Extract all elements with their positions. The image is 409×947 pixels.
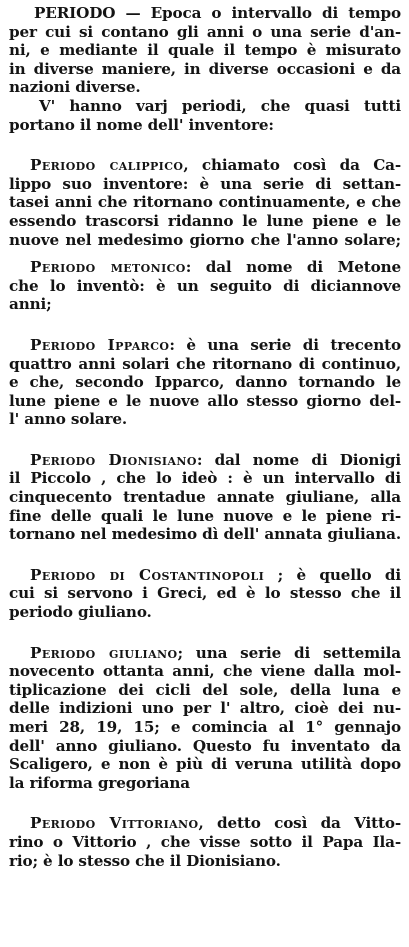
text-line: essendo trascorsi ridanno le lune piene e le [9,211,401,230]
paragraph-giuliano [9,644,401,793]
text-line: portano il nome dell' inventore: [9,115,274,134]
text-line: per cui si contano gli anni o una serie d'an- [9,22,401,41]
text-line: tornano nel medesimo dì dell' annata giuliana. [9,525,401,544]
paragraph-vittoriano [9,814,401,870]
paragraph-costantinopoli [9,566,401,622]
text-line: in diverse maniere, in diverse occasioni e da [9,59,401,78]
text-line: Scaligero, e non è più di veruna utilità dopo [9,755,401,774]
text-line: la riforma gregoriana [9,773,190,792]
entry-heading: Periodo calippico [30,156,184,175]
paragraph-calippico [9,156,401,249]
text-line: rino o Vittorio , che visse sotto il Papa Ila- [9,832,401,851]
text-line: fine delle quali le lune nuove e le piene ri- [9,506,401,525]
text-line: periodo giuliano. [9,603,152,622]
text-line: : è una serie di trecento [169,335,401,354]
text-line: e che, secondo Ipparco, danno tornando le [9,373,401,392]
text-line: lune piene e le nuove allo stesso giorno del- [9,391,401,410]
text-line: nazioni diverse. [9,78,141,97]
text-line: PERIODO — Epoca o intervallo di tempo [34,4,401,22]
text-line: ni, e mediante il quale il tempo è misurato [9,41,401,60]
paragraph-intro2 [9,97,401,134]
text-line: : dal nome di Metone [185,258,401,277]
text-line: anni; [9,295,52,314]
entry-heading: Periodo Ipparco [30,335,170,354]
entry-heading: Periodo metonico [30,258,186,277]
text-line: cinquecento trentadue annate giuliane, alla [9,488,401,507]
paragraph-ipparco [9,336,401,429]
paragraph-dionisiano [9,451,401,544]
text-line: ; è quello di [264,565,402,584]
text-line: , chiamato così da Ca- [183,156,402,175]
text-line: V' hanno varj periodi, che quasi tutti [39,96,401,115]
text-line: l' anno solare. [9,410,128,429]
entry-heading: Periodo Vittoriano [30,814,199,833]
entry-heading: Periodo giuliano [30,643,178,662]
text-line: delle indizioni uno per l' altro, cioè dei nu- [9,699,401,718]
text-line: lippo suo inventore: è una serie di settan- [9,174,401,193]
text-line: , detto così da Vitto- [198,814,401,833]
text-line: : dal nome di Dionigi [196,450,401,469]
text-line: rio; è lo stesso che il Dionisiano. [9,851,281,870]
text-line: dell' anno giuliano. Questo fu inventato da [9,736,401,755]
entry-heading: Periodo Dionisiano [30,450,197,469]
entry-heading: Periodo di Costantinopoli [30,565,265,584]
text-line: meri 28, 19, 15; e comincia al 1° gennajo [9,718,401,736]
text-line: tasei anni che ritornano continuamente, e che [9,193,401,212]
text-line: quattro anni solari che ritornano di continuo, [9,354,401,373]
text-line: cui si servono i Greci, ed è lo stesso che il [9,584,401,603]
paragraph-intro [9,4,401,97]
text-line: ; una serie di settemila [177,643,401,662]
text-line: che lo inventò: è un seguito di diciannove [9,276,401,295]
text-line: nuove nel medesimo giorno che l'anno solare; [9,230,401,249]
paragraph-metonico [9,258,401,314]
text-line: tiplicazione dei cicli del sole, della luna e [9,680,401,699]
text-line: novecento ottanta anni, che viene dalla mol- [9,662,401,681]
text-line: il Piccolo , che lo ideò : è un intervallo di [9,469,401,488]
